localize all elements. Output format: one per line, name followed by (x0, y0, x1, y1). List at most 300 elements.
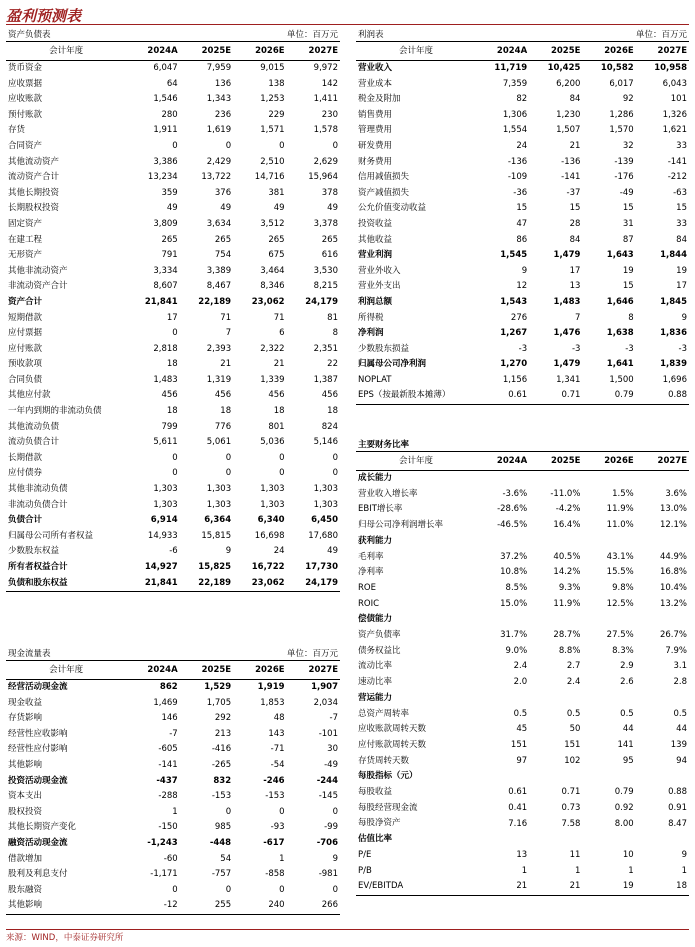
cell-value (582, 832, 635, 848)
column-header-year: 2025E (529, 42, 582, 61)
row-label: 预付账款 (8, 109, 43, 120)
cell-value: 18 (220, 406, 232, 417)
cell-value: 28 (569, 218, 581, 229)
row-label: 所有者权益合计 (8, 562, 68, 572)
cell-value: 17 (569, 265, 581, 276)
row-label: 其他长期投资 (8, 187, 60, 198)
cell-value: 8.00 (614, 818, 634, 829)
panel-title: 现金流量表 (8, 649, 51, 659)
cell-value: -136 (507, 156, 528, 167)
cell-value: 9 (225, 546, 232, 557)
table-row (6, 170, 340, 186)
cell-value: 1.5% (612, 488, 634, 499)
row-label: 合同资产 (8, 140, 43, 151)
cell-value: -37 (566, 187, 581, 198)
column-header-label: 会计年度 (6, 661, 126, 680)
row-label: 股东融资 (8, 884, 43, 895)
column-header-year: 2024A (126, 661, 179, 680)
cell-value: 14,933 (147, 530, 178, 541)
row-label: 毛利率 (358, 551, 384, 562)
cell-value: 1,845 (660, 296, 687, 307)
cell-value: 16.4% (553, 520, 581, 531)
table-row (356, 248, 689, 264)
cell-value: 14,927 (144, 562, 178, 572)
cell-value: 13 (569, 281, 581, 292)
ratios-panel (356, 437, 689, 896)
cell-value: 138 (268, 78, 285, 89)
cell-value: 6,017 (609, 78, 634, 89)
cell-value: 18 (636, 879, 689, 895)
cell-value: 143 (268, 728, 285, 739)
cell-value (582, 471, 635, 487)
cell-value: 30 (327, 744, 338, 755)
column-header-year: 2027E (287, 661, 340, 680)
table-row (356, 217, 689, 233)
cell-value: 23,062 (251, 296, 285, 307)
cell-value: 1,326 (662, 109, 687, 120)
cell-value: 87 (622, 234, 634, 245)
column-header-year: 2026E (582, 452, 635, 471)
title-divider (6, 24, 689, 25)
cell-value: 10,958 (654, 63, 687, 73)
cell-value: -145 (318, 791, 338, 802)
cell-value: 5,036 (260, 437, 285, 448)
row-label: 负债和股东权益 (6, 576, 126, 592)
cell-value: 7.16 (508, 818, 528, 829)
table-row (356, 738, 689, 754)
footer-divider (6, 929, 689, 930)
cell-value: 81 (327, 312, 338, 323)
cell-value: 3,386 (153, 156, 178, 167)
cell-value: 24,179 (287, 576, 340, 592)
row-label: 债务权益比 (358, 645, 401, 656)
cell-value: 44 (676, 724, 687, 735)
table-row (6, 217, 340, 233)
cell-value: 3.1 (673, 661, 687, 672)
cell-value: 151 (510, 740, 528, 750)
table-row (356, 659, 689, 675)
cell-value: 1,641 (606, 359, 634, 370)
cell-value: -11.0% (550, 488, 581, 499)
cell-value: 32 (622, 140, 634, 151)
table-row (356, 628, 689, 644)
cell-value: -109 (507, 172, 528, 183)
table-row (6, 61, 340, 77)
cell-value: 1,638 (606, 328, 634, 339)
cell-value: 5,611 (153, 437, 178, 448)
table-row (6, 342, 340, 358)
cell-value: 3,389 (206, 265, 232, 276)
panel-title: 利润表 (358, 30, 384, 40)
cell-value: 141 (617, 740, 634, 750)
cell-value: 0 (279, 140, 285, 151)
cell-value: 7.58 (561, 818, 581, 829)
cell-value: 359 (161, 187, 178, 198)
cell-value: 0 (225, 452, 232, 463)
table-row (6, 529, 340, 545)
row-label: 其他流动资产 (8, 156, 60, 167)
cell-value: 13.2% (659, 598, 687, 609)
unit-label: 单位：百万元 (635, 30, 687, 40)
cell-value: -3 (678, 343, 687, 354)
cell-value: 2.7 (566, 661, 581, 672)
row-label: 营业利润 (358, 250, 393, 261)
cell-value: 7,359 (502, 78, 528, 89)
table-row (6, 451, 340, 467)
column-header-year: 2025E (180, 42, 233, 61)
cell-value: 0 (172, 452, 178, 463)
cell-value: 23,062 (233, 576, 286, 592)
table-row (356, 801, 689, 817)
cell-value (582, 691, 635, 707)
cell-value: 12 (516, 281, 528, 292)
cell-value: -141 (667, 156, 687, 167)
cell-value: 1 (628, 865, 634, 876)
cell-value: 0 (332, 884, 338, 895)
row-label: 速动比率 (358, 677, 393, 688)
row-label: 流动比率 (358, 661, 393, 672)
row-label: 经营性应收影响 (8, 728, 68, 739)
table-row (6, 186, 340, 202)
cell-value: -141 (158, 759, 178, 770)
table-row (356, 502, 689, 518)
cell-value: -153 (211, 791, 232, 802)
cell-value: 9.3% (558, 582, 581, 593)
table-row (356, 565, 689, 581)
cell-value: 2,351 (313, 343, 338, 354)
row-label: 营业外支出 (358, 281, 401, 292)
column-header-year: 2027E (636, 42, 689, 61)
cell-value: -46.5% (497, 520, 528, 531)
cell-value: 824 (321, 421, 338, 432)
cell-value: 6,450 (311, 515, 338, 526)
cell-value: 0.79 (614, 787, 634, 798)
cell-value: 7.9% (665, 645, 687, 656)
cell-value: 6,364 (204, 515, 232, 526)
cell-value: 0 (332, 468, 338, 479)
cell-value: 8,607 (153, 281, 178, 292)
cell-value: -3 (518, 343, 528, 354)
cell-value: 0.61 (508, 787, 528, 798)
cell-value: 12.1% (659, 520, 687, 531)
cell-value: 456 (161, 390, 178, 401)
cell-value: 19 (622, 265, 634, 276)
cell-value: 10,425 (547, 63, 581, 73)
row-label: 少数股东损益 (358, 343, 410, 354)
cell-value: 1,554 (502, 125, 528, 136)
panel-title: 主要财务比率 (358, 440, 410, 450)
cell-value: 0 (332, 140, 338, 151)
cell-value: 3,530 (313, 265, 338, 276)
row-label: ROIC (358, 598, 380, 609)
unit-label: 单位：百万元 (286, 30, 338, 40)
cell-value: 84 (569, 94, 581, 105)
cell-value: 0.71 (561, 787, 581, 798)
cell-value: 5,146 (313, 437, 338, 448)
cell-value: 97 (516, 755, 528, 766)
column-header-year: 2026E (233, 661, 286, 680)
cell-value: 71 (220, 312, 232, 323)
cell-value: 1,545 (500, 250, 528, 261)
table-row (6, 513, 340, 529)
table-row (356, 139, 689, 155)
page-title: 盈利预测表 (6, 7, 82, 25)
cell-value: 92 (622, 94, 634, 105)
row-label: 营业外收入 (358, 265, 401, 276)
table-row (356, 816, 689, 832)
cell-value: -981 (318, 869, 338, 880)
cell-value: 84 (569, 234, 581, 245)
row-label: 股权投资 (8, 806, 43, 817)
cell-value: 2.8 (673, 677, 687, 688)
cell-value: 13,722 (201, 172, 232, 183)
cell-value: 1 (521, 865, 528, 876)
cell-value: 776 (214, 421, 232, 432)
cell-value: 6 (279, 328, 285, 339)
header-row (6, 661, 340, 680)
cell-value: 16,698 (254, 530, 285, 541)
cell-value: 146 (161, 713, 178, 724)
cell-value: 15,825 (198, 562, 232, 572)
row-label: 归属母公司所有者权益 (8, 530, 94, 541)
cell-value (529, 612, 582, 628)
cell-value: -176 (614, 172, 634, 183)
cell-value (636, 832, 689, 848)
row-label: 预收款项 (8, 359, 43, 370)
table-row (356, 342, 689, 358)
cell-value: 0 (172, 884, 178, 895)
row-label: 资本支出 (8, 791, 43, 802)
cell-value: 1,696 (662, 374, 687, 385)
table-row (6, 357, 340, 373)
cell-value: -71 (270, 744, 285, 755)
cell-value (582, 534, 635, 550)
cell-value: 456 (268, 390, 285, 401)
row-label: 投资收益 (358, 218, 393, 229)
cell-value: -139 (614, 156, 634, 167)
row-label: 应收票据 (8, 78, 43, 89)
cell-value: 9,972 (313, 63, 338, 73)
table-row (356, 644, 689, 660)
cell-value: 21 (273, 359, 285, 370)
cell-value: 22,189 (180, 576, 233, 592)
cell-value: 799 (161, 421, 178, 432)
cell-value: 3,464 (260, 265, 285, 276)
cashflow-panel (6, 646, 340, 915)
row-label: 存货 (8, 125, 26, 136)
cell-value: -153 (265, 791, 285, 802)
cell-value: 2,629 (313, 156, 338, 167)
cell-value: 2,510 (260, 156, 285, 167)
cell-value: 229 (268, 109, 285, 120)
cell-value (476, 769, 529, 785)
header-row (356, 42, 689, 61)
cell-value: 1,907 (311, 682, 338, 692)
panel-title: 资产负债表 (8, 30, 51, 40)
cell-value: 1,571 (260, 125, 285, 136)
row-label: 流动负债合计 (8, 437, 60, 448)
table-row (356, 264, 689, 280)
cell-value: 17,730 (305, 562, 338, 572)
table-row (356, 61, 689, 77)
column-header-year: 2025E (180, 661, 233, 680)
cell-value: 0.5 (673, 708, 687, 719)
table-row (356, 295, 689, 311)
table-row (6, 711, 340, 727)
cell-value: 1,319 (206, 374, 232, 385)
cell-value: 21,841 (144, 296, 178, 307)
cell-value: 1,543 (500, 296, 528, 307)
cell-value: -54 (270, 759, 285, 770)
row-label: 管理费用 (358, 125, 393, 136)
cell-value: 376 (214, 187, 232, 198)
cell-value: 1,839 (660, 359, 687, 370)
row-label: 少数股东权益 (8, 546, 60, 557)
cell-value (476, 691, 529, 707)
row-label: 获利能力 (358, 535, 393, 546)
cell-value: 16,722 (251, 562, 285, 572)
table-row (356, 675, 689, 691)
table-row (356, 373, 689, 389)
cell-value: -757 (211, 869, 232, 880)
cell-value: -246 (263, 775, 285, 786)
row-label: 信用减值损失 (358, 172, 410, 183)
cell-value: 22,189 (198, 296, 232, 307)
cell-value: 94 (676, 755, 687, 766)
cell-value: 21 (569, 140, 581, 151)
cell-value: 280 (161, 109, 178, 120)
cell-value: 985 (214, 822, 232, 833)
cell-value: 1 (575, 865, 581, 876)
cell-value (476, 832, 529, 848)
row-label: 成长能力 (358, 473, 393, 483)
cell-value: 43.1% (606, 551, 634, 562)
cell-value: 230 (321, 109, 338, 120)
row-label: 短期借款 (8, 312, 43, 323)
cell-value: 17 (166, 312, 178, 323)
cell-value: -244 (316, 775, 338, 786)
cell-value: 8 (332, 328, 338, 339)
cell-value: 1,643 (606, 250, 634, 261)
column-header-year: 2024A (476, 42, 529, 61)
row-label: 净利润 (358, 328, 384, 339)
cell-value: 0 (279, 468, 285, 479)
cell-value: -63 (673, 187, 687, 198)
cell-value: 15 (516, 203, 528, 214)
cell-value: 456 (321, 390, 338, 401)
row-label: 其他影响 (6, 898, 126, 914)
cell-value: 1,479 (553, 250, 581, 261)
table-row (6, 77, 340, 93)
table-row (6, 805, 340, 821)
cell-value: 1,270 (500, 359, 528, 370)
cell-value: 15,815 (201, 530, 232, 541)
table-row (356, 170, 689, 186)
table-row (6, 279, 340, 295)
cell-value: 21 (476, 879, 529, 895)
section-row (356, 612, 689, 628)
ratios-table (356, 452, 689, 896)
cell-value: 1,646 (606, 296, 634, 307)
table-row (6, 482, 340, 498)
cell-value: 0 (225, 140, 232, 151)
row-label: EV/EBITDA (356, 879, 476, 895)
cell-value: 9.0% (505, 645, 528, 656)
table-row (6, 544, 340, 560)
table-row (6, 139, 340, 155)
row-label: 非流动负债合计 (8, 499, 68, 510)
cell-value: 1,621 (662, 125, 687, 136)
cell-value: 86 (516, 234, 528, 245)
cell-value: 8.47 (668, 818, 687, 829)
column-header-year: 2024A (476, 452, 529, 471)
row-label: 存货周转天数 (358, 755, 410, 766)
cell-value: 13,234 (147, 172, 178, 183)
cell-value (636, 691, 689, 707)
cell-value: 2,393 (206, 343, 232, 354)
cell-value (529, 769, 582, 785)
cell-value: 15 (622, 203, 634, 214)
table-row (6, 404, 340, 420)
cell-value: -36 (513, 187, 528, 198)
cell-value: 11.0% (606, 520, 634, 531)
table-row (356, 77, 689, 93)
table-row (356, 186, 689, 202)
cell-value: -858 (265, 869, 285, 880)
cell-value: 6,047 (153, 63, 178, 73)
row-label: 营运能力 (358, 692, 393, 703)
row-label: 资产负债率 (358, 630, 401, 641)
cell-value: 102 (564, 755, 581, 766)
cell-value: 50 (569, 724, 581, 735)
cell-value: 1,578 (313, 125, 338, 136)
cell-value: 13.0% (659, 504, 687, 515)
cell-value (582, 769, 635, 785)
balance-sheet-table (6, 42, 340, 592)
cell-value: 2.0 (513, 677, 528, 688)
cell-value: 1,500 (609, 374, 634, 385)
cell-value: 37.2% (500, 551, 528, 562)
cell-value: 8,346 (260, 281, 285, 292)
cell-value: 18 (273, 406, 285, 417)
cell-value: 1 (172, 806, 178, 817)
cell-value: 49 (220, 203, 232, 214)
cell-value: 16.8% (659, 567, 687, 578)
table-row (356, 311, 689, 327)
table-row (356, 201, 689, 217)
cell-value: 255 (180, 898, 233, 914)
cell-value: -7 (169, 728, 178, 739)
column-header-year: 2027E (636, 452, 689, 471)
cell-value: 1,156 (502, 374, 528, 385)
cell-value: 24 (273, 546, 285, 557)
cell-value: -437 (156, 775, 178, 786)
row-label: EBIT增长率 (358, 504, 403, 515)
row-label: 应付债券 (8, 468, 43, 479)
table-row (6, 233, 340, 249)
cell-value: 1,230 (556, 109, 581, 120)
cashflow-table (6, 661, 340, 915)
cell-value: 9 (332, 853, 338, 864)
cell-value (476, 471, 529, 487)
cell-value: 0.61 (476, 388, 529, 404)
cell-value: -3.6% (502, 488, 528, 499)
cell-value: -3 (571, 343, 581, 354)
table-row (6, 123, 340, 139)
cell-value: 6,914 (150, 515, 178, 526)
cell-value: 12.5% (606, 598, 634, 609)
cell-value: 49 (166, 203, 178, 214)
